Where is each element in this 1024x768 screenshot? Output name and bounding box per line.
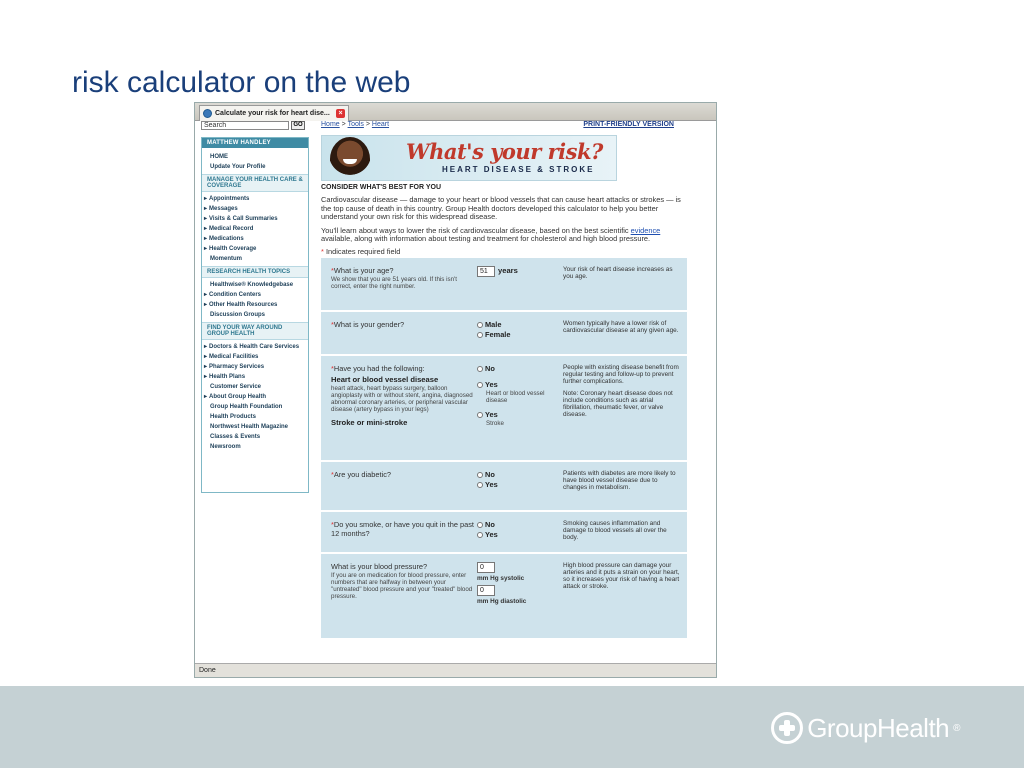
sidebar-research-header: RESEARCH HEALTH TOPICS	[202, 266, 308, 278]
condition-title: Stroke or mini-stroke	[331, 417, 408, 427]
sidebar-item-medical-facilities[interactable]: ▸ Medical Facilities	[202, 352, 308, 362]
diabetic-option-yes[interactable]	[477, 480, 557, 490]
question-label	[331, 562, 475, 600]
diabetic-option-no[interactable]	[477, 470, 557, 480]
smoke-options	[477, 520, 557, 540]
sidebar-item-medical-record[interactable]: ▸ Medical Record	[202, 224, 308, 234]
sidebar-item-momentum[interactable]: Momentum	[210, 256, 242, 262]
history-info-note: Note: Coronary heart disease does not include conditions such as atrial fibrillation, rheumatic fever, or valve disease.	[563, 389, 673, 418]
gender-info: Women typically have a lower risk of cardiovascular disease at any given age.	[563, 319, 679, 334]
history-label: Have you had the following:	[333, 363, 425, 373]
radio-button[interactable]	[477, 412, 483, 418]
required-text: Indicates required field	[325, 246, 401, 256]
tab-bar	[195, 103, 716, 121]
evidence-link[interactable]: evidence	[630, 225, 661, 235]
radio-button[interactable]	[477, 472, 483, 478]
browser-tab[interactable]	[199, 105, 349, 121]
sidebar-manage-header: MANAGE YOUR HEALTH CARE & COVERAGE	[202, 174, 308, 192]
intro-text: You'll learn about ways to lower the risk of cardiovascular disease, based on the best scientific	[321, 225, 631, 235]
option-note: Heart or blood vessel disease	[486, 389, 545, 404]
age-unit: years	[498, 266, 518, 276]
required-star: *	[331, 265, 334, 275]
sidebar-find-header: FIND YOUR WAY AROUND GROUP HEALTH	[202, 322, 308, 340]
sidebar-item-condition-centers[interactable]: ▸ Condition Centers	[202, 290, 308, 300]
radio-button[interactable]	[477, 482, 483, 488]
breadcrumb-heart[interactable]: Heart	[371, 121, 390, 128]
logo-text: GroupHealth	[807, 712, 950, 743]
sidebar-item-visits[interactable]: ▸ Visits & Call Summaries	[202, 214, 308, 224]
sidebar-item-health-products[interactable]: Health Products	[210, 414, 257, 420]
sidebar-item-about[interactable]: ▸ About Group Health	[202, 392, 308, 402]
breadcrumb-separator: >	[341, 121, 346, 128]
history-info-text: People with existing disease benefit from regular testing and follow-up to prevent further complications.	[563, 363, 679, 385]
option-label: Male	[485, 319, 502, 329]
status-bar: Done	[195, 663, 716, 677]
sidebar-item-discussion-groups[interactable]: Discussion Groups	[210, 312, 266, 318]
smoke-label: Do you smoke, or have you quit in the past 12 months?	[331, 519, 474, 538]
browser-window	[194, 102, 717, 678]
bp-label: What is your blood pressure?	[331, 561, 428, 571]
intro-paragraph-2	[321, 227, 683, 244]
sidebar-user-header: MATTHEW HANDLEY	[202, 138, 308, 148]
banner-subline: HEART DISEASE & STROKE	[442, 165, 595, 174]
radio-button[interactable]	[477, 522, 483, 528]
radio-button[interactable]	[477, 366, 483, 372]
sidebar-item-update-profile[interactable]: Update Your Profile	[210, 164, 266, 170]
sidebar-item-pharmacy[interactable]: ▸ Pharmacy Services	[202, 362, 308, 372]
woman-photo	[330, 137, 370, 181]
age-input-group	[477, 266, 557, 277]
required-star: *	[331, 319, 334, 329]
age-label: What is your age?	[333, 265, 394, 275]
option-label: Yes	[485, 379, 498, 389]
option-label: Female	[485, 329, 511, 339]
age-input[interactable]: 51	[477, 266, 495, 277]
intro-paragraph: Cardiovascular disease — damage to your heart or blood vessels that can cause heart attacks or strokes — is the top cause of death in this country. Group Health doctors developed this calculator to help you better understand your own risk for this widespread disease.	[321, 195, 681, 222]
banner-headline: What's your risk?	[406, 139, 603, 164]
required-star: *	[331, 469, 334, 479]
required-star: *	[321, 246, 324, 256]
option-note: Stroke	[486, 419, 504, 427]
sidebar-item-classes[interactable]: Classes & Events	[210, 434, 261, 440]
sidebar-item-healthwise[interactable]: Healthwise® Knowledgebase	[210, 282, 294, 288]
sidebar-item-newsroom[interactable]: Newsroom	[210, 444, 241, 450]
condition-help: heart attack, heart bypass surgery, balloon angioplasty with or without stent, angina, diagnosed abnormal coronary arteries, or peripheral vascular disease (artery bypass in your legs)	[331, 384, 473, 413]
age-help: We show that you are 51 years old. If this isn't correct, enter the right number.	[331, 275, 457, 290]
search-input[interactable]: Search	[201, 121, 289, 130]
bp-inputs	[477, 562, 557, 608]
question-label	[331, 364, 475, 427]
sidebar-item-doctors[interactable]: ▸ Doctors & Health Care Services	[202, 342, 308, 352]
diabetic-options	[477, 470, 557, 490]
breadcrumb-tools[interactable]: Tools	[347, 121, 364, 128]
diabetic-info: Patients with diabetes are more likely to have blood vessel disease due to changes in metabolism.	[563, 469, 676, 491]
diabetic-label: Are you diabetic?	[333, 469, 391, 479]
radio-button[interactable]	[477, 332, 483, 338]
close-icon[interactable]: ×	[336, 109, 345, 118]
option-label: No	[485, 469, 495, 479]
question-smoke	[321, 512, 687, 554]
systolic-input[interactable]: 0	[477, 562, 495, 573]
gender-option-male[interactable]	[477, 320, 557, 330]
history-option-yes-heart[interactable]	[477, 380, 557, 404]
question-table	[321, 258, 687, 640]
sidebar-item-health-plans[interactable]: ▸ Health Plans	[202, 372, 308, 382]
web-page	[195, 121, 716, 665]
history-option-no[interactable]	[477, 364, 557, 374]
gender-option-female[interactable]	[477, 330, 557, 340]
sidebar-item-magazine[interactable]: Northwest Health Magazine	[210, 424, 289, 430]
history-info	[563, 364, 683, 418]
sidebar-item-health-coverage[interactable]: ▸ Health Coverage	[202, 244, 308, 254]
question-history	[321, 356, 687, 462]
question-blood-pressure	[321, 554, 687, 640]
breadcrumb-home[interactable]: Home	[321, 121, 340, 128]
question-gender	[321, 312, 687, 356]
smoke-option-no[interactable]	[477, 520, 557, 530]
globe-icon	[203, 109, 212, 118]
question-diabetic	[321, 462, 687, 512]
tab-title: Calculate your risk for heart dise...	[215, 110, 330, 117]
condition-title: Heart or blood vessel disease	[331, 374, 439, 384]
sidebar-item-messages[interactable]: ▸ Messages	[202, 204, 308, 214]
question-label	[331, 470, 475, 479]
age-info: Your risk of heart disease increases as you age.	[563, 265, 673, 280]
option-label: No	[485, 363, 495, 373]
question-age	[321, 258, 687, 312]
intro-text: available, along with information about testing and treatment for cholesterol and high blood pressure.	[321, 234, 651, 244]
radio-button[interactable]	[477, 382, 483, 388]
radio-button[interactable]	[477, 532, 483, 538]
history-option-yes-stroke[interactable]	[477, 410, 557, 427]
breadcrumb	[321, 121, 389, 128]
question-label	[331, 266, 475, 290]
question-label	[331, 520, 475, 538]
section-heading: CONSIDER WHAT'S BEST FOR YOU	[321, 184, 442, 191]
smoke-info: Smoking causes inflammation and damage to blood vessels all over the body.	[563, 519, 667, 541]
sidebar-item-appointments[interactable]: ▸ Appointments	[202, 194, 308, 204]
question-label	[331, 320, 475, 329]
gender-label: What is your gender?	[333, 319, 405, 329]
grouphealth-logo	[771, 712, 960, 744]
required-star: *	[331, 519, 334, 529]
sidebar	[201, 137, 309, 493]
registered-mark: ®	[953, 722, 960, 734]
diastolic-unit: mm Hg diastolic	[477, 597, 527, 605]
systolic-unit: mm Hg systolic	[477, 574, 525, 582]
radio-button[interactable]	[477, 322, 483, 328]
top-bar	[195, 121, 716, 131]
bp-info: High blood pressure can damage your arteries and it puts a strain on your heart, so it increases your risk of having a heart attack or stroke.	[563, 561, 680, 590]
risk-banner	[321, 135, 617, 181]
gender-options	[477, 320, 557, 340]
option-label: Yes	[485, 479, 498, 489]
required-note	[321, 247, 687, 256]
history-options	[477, 364, 557, 427]
sidebar-item-medications[interactable]: ▸ Medications	[202, 234, 308, 244]
smoke-option-yes[interactable]	[477, 530, 557, 540]
option-label: No	[485, 519, 495, 529]
diastolic-input[interactable]: 0	[477, 585, 495, 596]
logo-icon	[771, 712, 803, 744]
required-star: *	[331, 363, 334, 373]
main-content	[321, 135, 687, 640]
go-button[interactable]: GO	[291, 121, 305, 130]
bp-help: If you are on medication for blood pressure, enter numbers that are halfway in between your "untreated" blood pressure and your "treated" blood pressure.	[331, 571, 473, 600]
breadcrumb-separator: >	[365, 121, 370, 128]
option-label: Yes	[485, 529, 498, 539]
sidebar-item-foundation[interactable]: Group Health Foundation	[210, 404, 283, 410]
print-friendly-link[interactable]: PRINT-FRIENDLY VERSION	[583, 121, 674, 128]
sidebar-item-customer-service[interactable]: Customer Service	[210, 384, 262, 390]
sidebar-item-home[interactable]: HOME	[210, 154, 228, 160]
option-label: Yes	[485, 409, 498, 419]
sidebar-item-other-resources[interactable]: ▸ Other Health Resources	[202, 300, 308, 310]
slide-title: risk calculator on the web	[72, 66, 411, 99]
